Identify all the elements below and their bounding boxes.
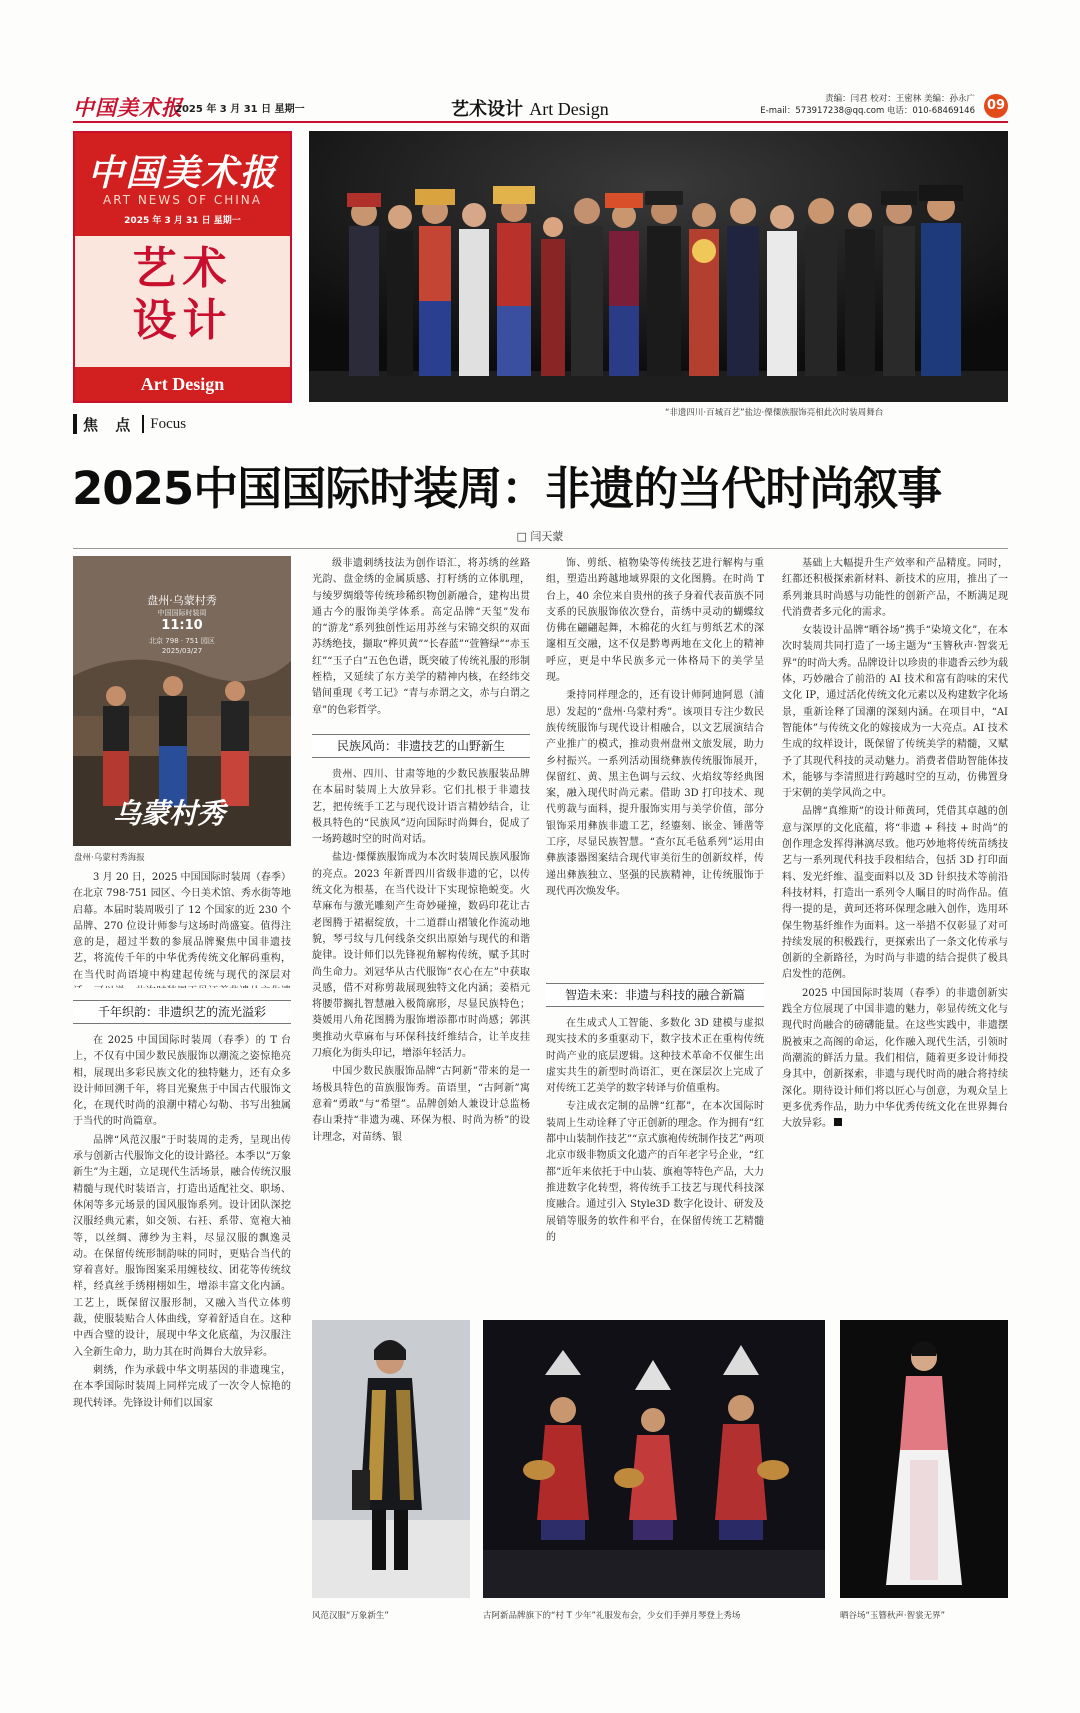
- page-header: [73, 92, 1008, 120]
- column-1-bottom: [73, 1033, 291, 1627]
- col2-para-2: 贵州、四川、甘肃等地的少数民族服装品牌在本届时装周上大放异彩。它们扎根于非遗技艺，把传统手工艺与现代设计语言精妙结合，让极具特色的“民族风”迈向国际时尚舞台，促成了一场跨越时空的时尚对话。: [312, 769, 530, 846]
- col4-para-2: 女装设计品牌“晒谷场”携手“染境文化”，在本次时装周共同打造了一场主题为“玉簪秋声·智裳无界”的时尚大秀。品牌设计以珍贵的非遗香云纱为载体，巧妙融合了前沿的 AI 技术和富有韵味的宋代文化 IP，通过活化传统文化元素以及构建数字化场景，重新诠释了国潮的深刻内涵。在项目中，“AI 智能体”与传统文化的嫁接成为一大亮点。AI 技术生成的纹样设计，既保留了传统美学的精髓，又赋予了其现代科技的灵动魅力。消费者借助智能体技术，能够与李清照进行跨越时空的互动，仿佛置身于宋朝的美学风尚之中。: [782, 625, 1008, 800]
- masthead-date: 2025 年 3 月 31 日 星期一: [124, 216, 241, 226]
- caption-hanfu: 风范汉服“万象新生”: [312, 1611, 389, 1621]
- focus-en: Focus: [150, 415, 187, 432]
- column-2-top: [312, 556, 530, 722]
- event-poster: [73, 556, 291, 846]
- caption-miao: 古阿新品牌旗下的“村 T 少年”礼服发布会，少女们手弹月琴登上秀场: [483, 1611, 741, 1621]
- header-logo: 中国美术报: [73, 95, 183, 120]
- credits-editors: 责编：闫君 校对：王密林 美编：孙永广: [825, 94, 975, 104]
- poster-time: 11:10: [161, 618, 203, 633]
- col1-para-4: 刺绣，作为承载中华文明基因的非遗瑰宝，在本季国际时装周上同样完成了一次令人惊艳的现代转译。先锋设计师们以国家: [73, 1364, 291, 1409]
- focus-bar: [73, 414, 77, 434]
- col2-para-3: 盐边·傈僳族服饰成为本次时装周民族风服饰的亮点。2023 年新晋四川省级非遗的它，以传统文化为根基，在当代设计下实现惊艳蜕变。火草麻布与激光雕刻产生奇妙碰撞，数码印花让古老图腾于裙裾绽放，十二道群山褶皱化作流动地貌，琴弓纹与几何线条交织出原始与现代的和谐旋律。设计师们以先锋视角解构传统，赋予其时尚生命力。刘冠华从古代服饰“衣心在左”中获取灵感，借不对称剪裁展现独特文化内涵；姜梧元将腰带搁扎智慧融入极简廓形，尽显民族特色；葵媛用八角花图腾为服饰增添都市时尚感；郭淇奥推动火草麻布与环保科技纤维结合，让羊皮挂刀痕化为街头印记，增添年轻活力。: [312, 852, 530, 1060]
- masthead-section-title: [75, 243, 290, 347]
- header-date: 2025 年 3 月 31 日 星期一: [175, 104, 305, 115]
- header-credits: [760, 93, 975, 117]
- poster-subtitle: 中国国际时装周: [157, 609, 207, 617]
- focus-cn: 焦 点: [83, 415, 137, 434]
- header-section-cn: 艺术设计: [451, 99, 523, 120]
- col4-para-1: 基础上大幅提升生产效率和产品精度。同时，红都还积极探索新材料、新技术的应用，推出了一系列兼具时尚感与功能性的创新产品，不断满足现代消费者多元化的需求。: [782, 558, 1008, 618]
- masthead-section-line2: 设计: [132, 295, 233, 346]
- header-divider: [73, 121, 1008, 123]
- top-photo-caption: “非遗四川·百城百艺”盐边·傈僳族服饰亮相此次时装周舞台: [665, 408, 884, 418]
- end-mark: [834, 1118, 842, 1126]
- masthead-paper-name: 中国美术报: [87, 152, 278, 194]
- col2-para-1: 级非遗刺绣技法为创作语汇，将苏绣的丝路光韵、盘金绣的金属质感、打籽绣的立体肌理，与绫罗绸缎等传统珍稀织物创新融合，建构出贯通古今的服饰美学体系。高定品牌“天玺”发布的“游龙”系列独创性运用苏丝与宋锦交织的双面苏绣绝技，撷取“桦贝黄”“长春蓝”“萱簪绿”“赤玉红”“玉子白”五色色谱，既突破了传统礼服的形制桎梏，又延续了东方美学的精神内核，在经纬交错间重现《考工记》“青与赤谓之文，赤与白谓之章”的色彩哲学。: [312, 558, 530, 716]
- column-2-bottom: [312, 767, 530, 1307]
- headline: 2025中国国际时装周：非遗的当代时尚叙事: [72, 462, 942, 515]
- column-1-top: [73, 870, 291, 988]
- poster-caption: 盘州·乌蒙村秀海报: [74, 853, 145, 863]
- column-3-bottom: [546, 1016, 764, 1308]
- column-3-top: [546, 556, 764, 972]
- photo-runway-model: [840, 1320, 1008, 1598]
- masthead-section-en: Art Design: [75, 367, 290, 401]
- photo-hanfu-model: [312, 1320, 470, 1598]
- body-divider: [73, 548, 1008, 549]
- col3-para-1: 饰、剪纸、植物染等传统技艺进行解构与重组，塑造出跨越地域界限的文化图腾。在时尚 T 台上，40 余位来自贵州的孩子身着代表苗族不同支系的民族服饰依次登台，苗绣中灵动的蝴蝶纹仿佛在翩翩起舞，木棉花的火红与剪纸艺术的深邃相互交融，这不仅是黔粤两地在文化上的精神呼应，更是中华民族多元一体格局下的美学呈现。: [546, 558, 764, 684]
- col3-para-4: 专注成衣定制的品牌“红都”，在本次国际时装周上生动诠释了守正创新的理念。作为拥有“红都中山装制作技艺”“京式旗袍传统制作技艺”两项北京市级非物质文化遗产的百年老字号企业，“红都”近年来依托于中山装、旗袍等特色产品，大力推进数字化转型，将传统手工技艺与现代科技深度融合。通过引入 Style3D 数字化设计、研发及展销等服务的软件和平台，在保留传统工艺精髓的: [546, 1101, 764, 1243]
- focus-separator: [142, 415, 144, 433]
- col1-para-1: 3 月 20 日，2025 中国国际时装周（春季）在北京 798·751 园区、今日美术馆、秀水街等地启幕。本届时装周吸引了 12 个国家的近 230 个品牌、270 位设计师参与这场时尚盛宴。值得注意的是，超过半数的参展品牌聚焦中国非遗技艺，将流传千年的中华优秀传统文化解码重构，在当代时尚语境中构建起传统与现代的深层对: [73, 872, 291, 981]
- poster-title: 盘州·乌蒙村秀: [147, 594, 217, 607]
- caption-runway: 晒谷场“玉簪秋声·智裳无界”: [840, 1611, 946, 1621]
- col4-para-3: 品牌“真维斯”的设计师黄珂，凭借其卓越的创意与深厚的文化底蕴，将“非遗 + 科技 + 时尚”的创作理念发挥得淋漓尽致。他巧妙地将传统苗绣技艺与一系列现代科技手段相结合，包括 3D 打印面料、发光纤维、温变面料以及 3D 针织技术等前沿科技材料，打造出一系列令人瞩目的时尚作品。值得一提的是，黄珂还将环保理念融入创作，选用环保生物基纤维作为面料。这一举措不仅彰显了对可持续发展的积极践行，更探索出了一条文化传承与创新的全新路径，为时尚与非遗的结合提供了极具启发性的范例。: [782, 806, 1008, 981]
- credits-contact: E-mail：573917238@qq.com 电话：010-68469146: [760, 106, 975, 116]
- subhead-1: 千年织韵：非遗织艺的流光溢彩: [73, 1000, 291, 1024]
- header-section: [451, 95, 609, 121]
- col1-para-3: 品牌“风范汉服”于时装周的走秀，呈现出传承与创新古代服饰文化的设计路径。本季以“万象新生”为主题，立足现代生活场景，融合传统汉服精髓与现代时装语言，打造出适配社交、职场、休闲等多元场景的国风服饰系列。设计团队深挖汉服经典元素，如交领、右衽、系带、宽袍大袖等，以丝绸、薄纱为主料，尽显汉服的飘逸灵动。在保留传统形制韵味的同时，更贴合当代的穿着喜好。服饰图案采用缠枝纹、团花等传统纹样，经真丝手绣栩栩如生，增添丰富文化内涵。工艺上，既保留汉服形制，又融入当代立体剪裁，使服装贴合人体曲线，穿着舒适自在。这种中西合璧的设计，展现中华文化底蕴，为汉服注入全新生命力，助力其在时尚舞台大放异彩。: [73, 1134, 291, 1358]
- poster-venue: 北京 798 · 751 园区: [149, 637, 215, 645]
- masthead-box: [73, 131, 292, 403]
- col3-para-2: 秉持同样理念的，还有设计师阿迪阿恩（浦思）发起的“盘州·乌蒙村秀”。该项目专注少数民族传统服饰与现代设计相融合，以文艺展演结合产业推广的模式，推动贵州盘州文旅发展，助力乡村振兴。一系列活动围绕彝族传统服饰展开，保留红、黄、黑主色调与云纹、火焰纹等经典图案，融入现代时尚元素。借助 3D 打印技术、现代剪裁与面料，提升服饰实用与美学价值，部分银饰采用彝族非遗工艺，经鎏刻、嵌金、锤凿等工序，尽显民族智慧。“查尔瓦毛毡系列”运用由彝族漆器图案结合现代审美衍生的创新纹样，传递出彝族独立、坚强的民族精神，让传统服饰于现代再次焕发华。: [546, 690, 764, 897]
- col1-para-2: 在 2025 中国国际时装周（春季）的 T 台上，不仅有中国少数民族服饰以潮流之姿惊艳亮相，展现出多彩民族文化的独特魅力，还有众多设计师回溯千年，将目光聚焦于中国古代服饰文化，在现代时尚的浪潮中精心勾勒、书写出独属于当代的时尚篇章。: [73, 1035, 291, 1128]
- byline: □ 闫天蒙: [516, 530, 564, 543]
- poster-calligraphy: 乌蒙村秀: [113, 797, 226, 830]
- subhead-3: 智造未来：非遗与科技的融合新篇: [546, 983, 764, 1007]
- focus-label: [73, 413, 186, 435]
- masthead-section-line1: 艺术: [132, 243, 233, 294]
- column-4: [782, 556, 1008, 1308]
- page-number-badge: 09: [984, 94, 1008, 118]
- masthead-paper-name-en: ART NEWS OF CHINA: [103, 193, 262, 207]
- poster-date: 2025/03/27: [161, 647, 203, 655]
- photo-miao-girls: [483, 1320, 825, 1598]
- header-section-en: Art Design: [529, 99, 609, 119]
- col4-para-4: 2025 中国国际时装周（春季）的非遗创新实践全方位展现了中国非遗的魅力，彰显传统文化与现代时尚融合的磅礴能量。在这些实践中，非遗摆脱被束之高阁的命运，化作融入现代生活，引领时尚潮流的鲜活力量。我们相信，随着更多设计师投身其中，创新探索，非遗与现代时尚的融合将持续深化。期待设计师们将以匠心与创意，为观众呈上更多优秀作品，助力中华优秀传统文化在世界舞台大放异彩。: [782, 987, 1008, 1130]
- masthead-banner: [75, 133, 290, 236]
- col2-para-4: 中国少数民族服饰品牌“古阿新”带来的是一场极具特色的苗族服饰秀。苗语里，“古阿新”寓意着“勇敢”与“希望”。品牌创始人兼设计总监杨春山秉持“非遗为魂、环保为根、时尚为桥”的设计理念，对苗绣、银: [312, 1066, 530, 1143]
- top-group-photo: [309, 131, 1008, 402]
- col3-para-3: 在生成式人工智能、多数化 3D 建模与虚拟现实技术的多重驱动下，数字技术正在重构传统时尚产业的底层逻辑。这种技术革命不仅催生出虚实共生的新型时尚语汇，更在深层次上完成了对传统工艺美学的数字转译与价值重构。: [546, 1018, 764, 1095]
- subhead-2: 民族风尚：非遗技艺的山野新生: [312, 734, 530, 758]
